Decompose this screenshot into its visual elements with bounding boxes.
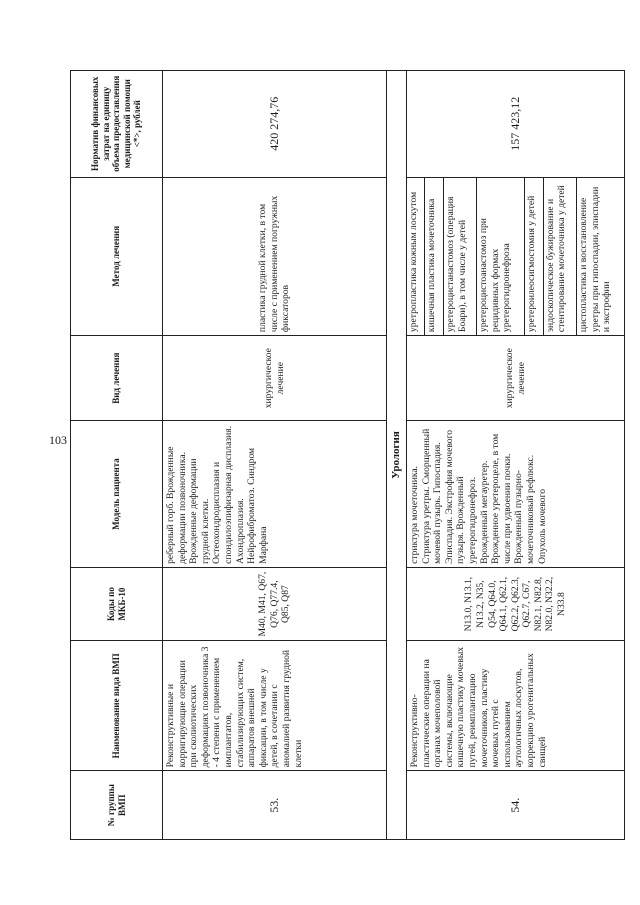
header-vmp-name: Наименование вида ВМП <box>71 641 163 771</box>
header-patient-model: Модель пациента <box>71 421 163 568</box>
method-item: кишечная пластика мочеточника <box>425 178 444 336</box>
section-row <box>387 71 407 840</box>
row54-codes: N13.0, N13.1, N13.2, N35, Q54, Q64.0, Q64.1, Q62.1, Q62.2, Q62.3, Q62.7, C67, N82.1, N82.8, N82.0, N32.2, N33.8 <box>407 567 625 640</box>
row53-number: 53. <box>163 771 387 840</box>
row53-cost: 420 274,76 <box>163 71 387 178</box>
header-row <box>71 71 163 840</box>
header-treatment-type: Вид лечения <box>71 336 163 421</box>
header-treatment-method: Метод лечения <box>71 177 163 336</box>
header-icd-codes: Коды по МКБ-10 <box>71 567 163 640</box>
method-item: уретероцистоанастомоз при рецидивных формах уретерогидронефроза <box>477 178 525 336</box>
method-item: уретропластика кожным лоскутом <box>407 178 425 336</box>
header-group-no: № группы ВМП <box>71 771 163 840</box>
section-title-urology: Урология <box>387 71 407 840</box>
row54-cost: 157 423,12 <box>407 71 625 178</box>
method-item: эндоскопическое бужирование и стентирование мочеточника у детей <box>543 178 576 336</box>
row53-name: Реконструктивные и корригирующие операции при сколиотических деформациях позвоночника 3 - 4 степени с применением имплантатов, стабилизирующих систем, аппаратов внешней фиксации, в том числе у детей, в сочетании с аномалией развития грудной клетки <box>163 641 387 771</box>
row54-model: стриктура мочеточника. Стриктура уретры. Сморщенный мочевой пузырь. Гипоспадия. Эписпадия. Экстрофия мочевого пузыря. Врожденный уретерогидронефроз. Врожденный мегауретер. Врожденное уретероцеле, в том числе при удвоении почки. Врожденный пузырно-мочеточниковый рефлюкс. Опухоль мочевого <box>407 421 625 568</box>
row53-model: реберный горб. Врожденные деформации позвоночника. Врожденные деформации грудной клетки. Остеохондродисплазия и спондилоэпифизарная дисплазия. Ахондроплазия. Нейрофиброматоз. Синдром Марфана <box>163 421 387 568</box>
row54-treatment: хирургическое лечение <box>407 336 625 421</box>
method-item: уретероцистанастомоз (операция Боари), в том числе у детей <box>443 178 476 336</box>
row54-number: 54. <box>407 771 625 840</box>
header-cost-norm: Норматив финансовых затрат на единицу объема предоставления медицинской помощи <*>, рублей <box>71 71 163 178</box>
row54-methods-cell <box>407 177 625 336</box>
method-item: цистопластика и восстановление уретры при гипоспадии, эписпадии и экстрофии <box>578 186 613 333</box>
row54-name: Реконструктивно-пластические операции на органах мочеполовой системы, включающие кишечную пластику мочевых путей, реимплантацию мочеточников, пластику мочевых путей с использованием аутологичных лоскутов, коррекцию урогенитальных свищей <box>407 641 625 771</box>
row53-treatment: хирургическое лечение <box>163 336 387 421</box>
rotated-table-container <box>70 70 624 840</box>
table-row-53 <box>163 71 387 840</box>
table-row-54 <box>407 71 625 840</box>
vmp-table <box>70 70 625 840</box>
page-number: 103 <box>49 433 67 447</box>
method-item: уретероилеосигмостомия у детей <box>525 178 544 336</box>
row54-methods-list <box>407 178 624 336</box>
row53-codes: M40, M41, Q67, Q76, Q77.4, Q85, Q87 <box>163 567 387 640</box>
row53-method: пластика грудной клетки, в том числе с применением погружных фиксаторов <box>163 177 387 336</box>
